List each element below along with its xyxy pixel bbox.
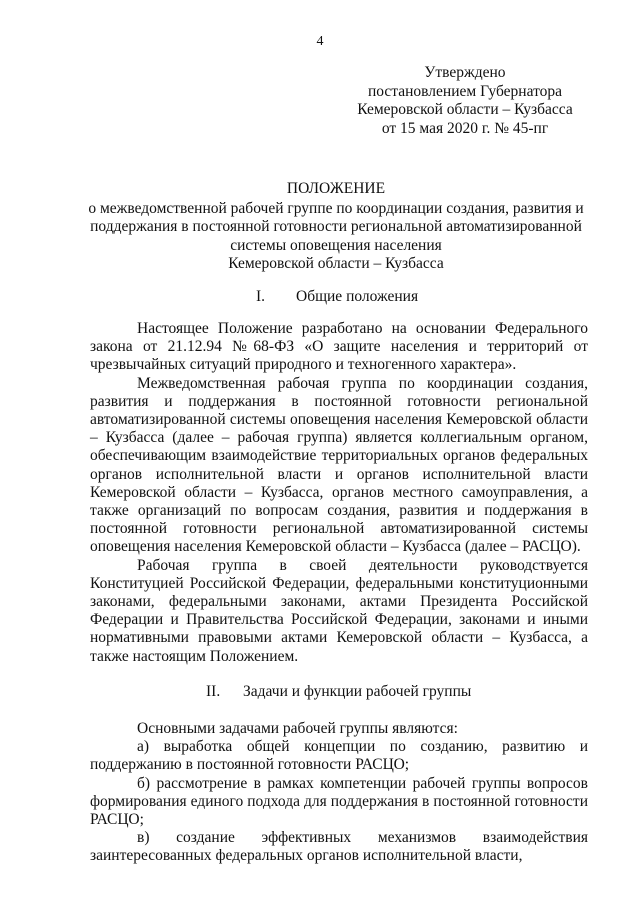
section-title: Задачи и функции рабочей группы (243, 683, 472, 700)
document-subtitle-line: Кемеровской области – Кузбасса (228, 254, 444, 272)
section-1-body (90, 320, 588, 666)
document-subtitle-line: о межведомственной рабочей группе по координации создания, развития и (88, 200, 584, 218)
section-number: I. (256, 288, 266, 305)
approval-line: постановлением Губернатора (367, 82, 563, 100)
paragraph: Основными задачами рабочей группы являются: (137, 720, 458, 737)
section-2-body (90, 720, 588, 866)
list-item: б) рассмотрение в рамках компетенции рабочей группы вопросов формирования единого подхода для поддержания в постоянной готовности РАСЦО; (90, 774, 588, 829)
approval-line: Кемеровской области – Кузбасса (357, 101, 573, 118)
document-subtitle-line: системы оповещения населения (230, 236, 442, 254)
list-item: в) создание эффективных механизмов взаимодействия заинтересованных федеральных органов исполнительной власти, (90, 829, 588, 865)
document-title-block (84, 180, 588, 273)
paragraph: Межведомственная рабочая группа по координации создания, развития и поддержания в постоянной готовности региональной автоматизированной системы оповещения населения Кемеровской области – Кузбасса (далее – рабочая группа) является коллегиальным органом, обеспечивающим взаимодействие территориальных органов федеральных органов исполнительной власти и органов исполнительной власти Кемеровской области – Кузбасса, органов местного самоуправления, а также организаций по вопросам создания, развития и поддержания в постоянной готовности региональной автоматизированной системы оповещения населения Кемеровской области – Кузбасса (далее – РАСЦО). (90, 374, 588, 556)
document-subtitle-line: поддержания в постоянной готовности региональной автоматизированной (90, 218, 582, 236)
list-item: а) выработка общей концепции по созданию, развитию и поддержанию в постоянной готовности РАСЦО; (90, 738, 588, 774)
paragraph: Рабочая группа в своей деятельности руководствуется Конституцией Российской Федерации, федеральными конституционными законами, федеральными законами, актами Президента Российской Федерации и Правительства Российской Федерации, законами и иными нормативными правовыми актами Кемеровской области – Кузбасса, а также настоящим Положением. (90, 556, 588, 665)
approval-line: от 15 мая 2020 г. № 45-пг (381, 119, 549, 137)
section-number: II. (206, 683, 221, 700)
paragraph: Настоящее Положение разработано на основании Федерального закона от 21.12.94 №68-ФЗ «О защите населения и территорий от чрезвычайных ситуаций природного и техногенного характера». (90, 320, 588, 374)
document-title: ПОЛОЖЕНИЕ (286, 180, 386, 197)
page-number: 4 (316, 34, 324, 49)
approval-stamp (340, 64, 590, 138)
section-title: Общие положения (296, 288, 419, 305)
approval-line: Утверждено (424, 64, 506, 81)
